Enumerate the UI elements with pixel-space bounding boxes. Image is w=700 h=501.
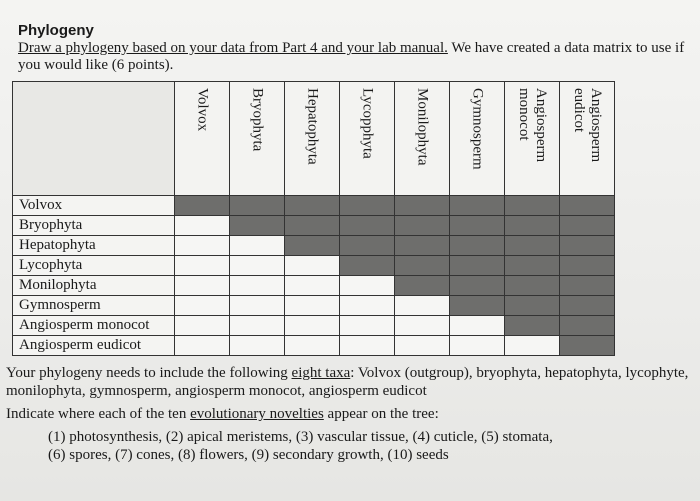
matrix-cell-shaded: [395, 196, 450, 216]
matrix-cell-empty[interactable]: [230, 256, 285, 276]
matrix-cell-empty[interactable]: [175, 256, 230, 276]
matrix-cell-shaded: [560, 236, 615, 256]
matrix-cell-empty[interactable]: [285, 316, 340, 336]
matrix-cell-empty[interactable]: [230, 316, 285, 336]
taxa-requirement-lead: Your phylogeny needs to include the following: [6, 365, 292, 381]
matrix-cell-empty[interactable]: [395, 296, 450, 316]
column-header-2: [230, 81, 285, 196]
novelties-instruction: [6, 405, 696, 423]
novelties-line-1: (1) photosynthesis, (2) apical meristems, (3) vascular tissue, (4) cuticle, (5) stomata,: [48, 429, 553, 445]
row-label-5: Monilophyta: [12, 276, 175, 296]
matrix-cell-shaded: [450, 196, 505, 216]
row-label-2: Bryophyta: [12, 216, 175, 236]
column-header-label: Monilophyta: [414, 88, 431, 166]
matrix-cell-empty[interactable]: [230, 276, 285, 296]
column-header-5: [395, 81, 450, 196]
matrix-cell-empty[interactable]: [340, 316, 395, 336]
column-header-label: Bryophyta: [249, 88, 266, 152]
instructions-underlined: Draw a phylogeny based on your data from Part 4 and your lab manual.: [18, 40, 448, 56]
novelties-list: [6, 428, 696, 464]
matrix-cell-empty[interactable]: [285, 276, 340, 296]
matrix-cell-shaded: [395, 216, 450, 236]
matrix-cell-shaded: [560, 316, 615, 336]
matrix-cell-empty[interactable]: [285, 256, 340, 276]
matrix-cell-shaded: [505, 276, 560, 296]
matrix-cell-empty[interactable]: [175, 276, 230, 296]
row-label-1: Volvox: [12, 196, 175, 216]
matrix-cell-shaded: [285, 196, 340, 216]
matrix-cell-shaded: [450, 236, 505, 256]
column-header-4: [340, 81, 395, 196]
matrix-cell-empty[interactable]: [175, 216, 230, 236]
matrix-cell-empty[interactable]: [175, 236, 230, 256]
matrix-cell-shaded: [285, 236, 340, 256]
matrix-cell-shaded: [395, 256, 450, 276]
matrix-cell-shaded: [505, 196, 560, 216]
column-header-8: [560, 81, 615, 196]
matrix-cell-empty[interactable]: [175, 336, 230, 356]
matrix-cell-empty[interactable]: [175, 296, 230, 316]
matrix-cell-shaded: [560, 276, 615, 296]
column-header-7: [505, 81, 560, 196]
matrix-cell-shaded: [395, 276, 450, 296]
novelties-line-2: (6) spores, (7) cones, (8) flowers, (9) secondary growth, (10) seeds: [48, 447, 449, 463]
matrix-cell-shaded: [395, 236, 450, 256]
matrix-cell-shaded: [450, 216, 505, 236]
matrix-cell-empty[interactable]: [175, 316, 230, 336]
matrix-cell-empty[interactable]: [230, 296, 285, 316]
matrix-cell-shaded: [505, 296, 560, 316]
matrix-cell-shaded: [505, 316, 560, 336]
matrix-cell-empty[interactable]: [340, 296, 395, 316]
matrix-cell-shaded: [340, 236, 395, 256]
matrix-cell-shaded: [340, 256, 395, 276]
matrix-cell-shaded: [505, 216, 560, 236]
row-label-3: Hepatophyta: [12, 236, 175, 256]
matrix-cell-empty[interactable]: [395, 316, 450, 336]
column-header-6: [450, 81, 505, 196]
matrix-cell-shaded: [230, 196, 285, 216]
matrix-cell-empty[interactable]: [230, 336, 285, 356]
matrix-cell-shaded: [450, 296, 505, 316]
novelties-instruction-rest: appear on the tree:: [323, 406, 439, 422]
matrix-cell-shaded: [285, 216, 340, 236]
matrix-cell-shaded: [340, 196, 395, 216]
column-header-label: Volvox: [194, 88, 211, 132]
column-header-label: Angiosperm monocot: [516, 88, 549, 163]
matrix-cell-shaded: [505, 236, 560, 256]
column-header-1: [175, 81, 230, 196]
column-header-label: Lycopphyta: [359, 88, 376, 159]
row-label-8: Angiosperm eudicot: [12, 336, 175, 356]
column-header-label: Hepatophyta: [304, 88, 321, 165]
matrix-cell-shaded: [560, 296, 615, 316]
matrix-cell-shaded: [230, 216, 285, 236]
column-header-label: Gymnosperm: [469, 88, 486, 170]
column-header-label: Angiosperm eudicot: [571, 88, 604, 163]
matrix-cell-empty[interactable]: [230, 236, 285, 256]
matrix-cell-empty[interactable]: [285, 336, 340, 356]
matrix-cell-empty[interactable]: [450, 336, 505, 356]
column-header-3: [285, 81, 340, 196]
row-label-6: Gymnosperm: [12, 296, 175, 316]
taxa-requirement-rest: : Volvox (outgroup), bryophyta, hepatophyta, lycophyte, monilophyta, gymnosperm, angiosperm monocot, angiosperm eudicot: [6, 365, 689, 399]
taxa-requirement-underlined: eight taxa: [291, 365, 351, 381]
matrix-cell-shaded: [560, 336, 615, 356]
matrix-cell-shaded: [450, 256, 505, 276]
requirements-section: [6, 364, 696, 464]
instructions-paragraph: [18, 40, 688, 74]
row-label-4: Lycophyta: [12, 256, 175, 276]
matrix-cell-shaded: [560, 216, 615, 236]
instructions-rest: We have created a data matrix to use if you would like (6 points).: [18, 40, 685, 73]
taxa-requirement: [6, 364, 696, 400]
matrix-cell-empty[interactable]: [340, 276, 395, 296]
matrix-corner-cell: [12, 81, 175, 196]
matrix-cell-shaded: [340, 216, 395, 236]
matrix-cell-empty[interactable]: [450, 316, 505, 336]
matrix-cell-empty[interactable]: [395, 336, 450, 356]
matrix-cell-shaded: [450, 276, 505, 296]
matrix-cell-shaded: [560, 256, 615, 276]
matrix-cell-shaded: [560, 196, 615, 216]
section-title: Phylogeny: [18, 22, 94, 39]
novelties-instruction-lead: Indicate where each of the ten: [6, 406, 191, 422]
matrix-cell-shaded: [505, 256, 560, 276]
matrix-cell-empty[interactable]: [340, 336, 395, 356]
row-label-7: Angiosperm monocot: [12, 316, 175, 336]
matrix-cell-shaded: [175, 196, 230, 216]
matrix-cell-empty[interactable]: [285, 296, 340, 316]
matrix-cell-empty[interactable]: [505, 336, 560, 356]
novelties-instruction-underlined: evolutionary novelties: [190, 406, 324, 422]
